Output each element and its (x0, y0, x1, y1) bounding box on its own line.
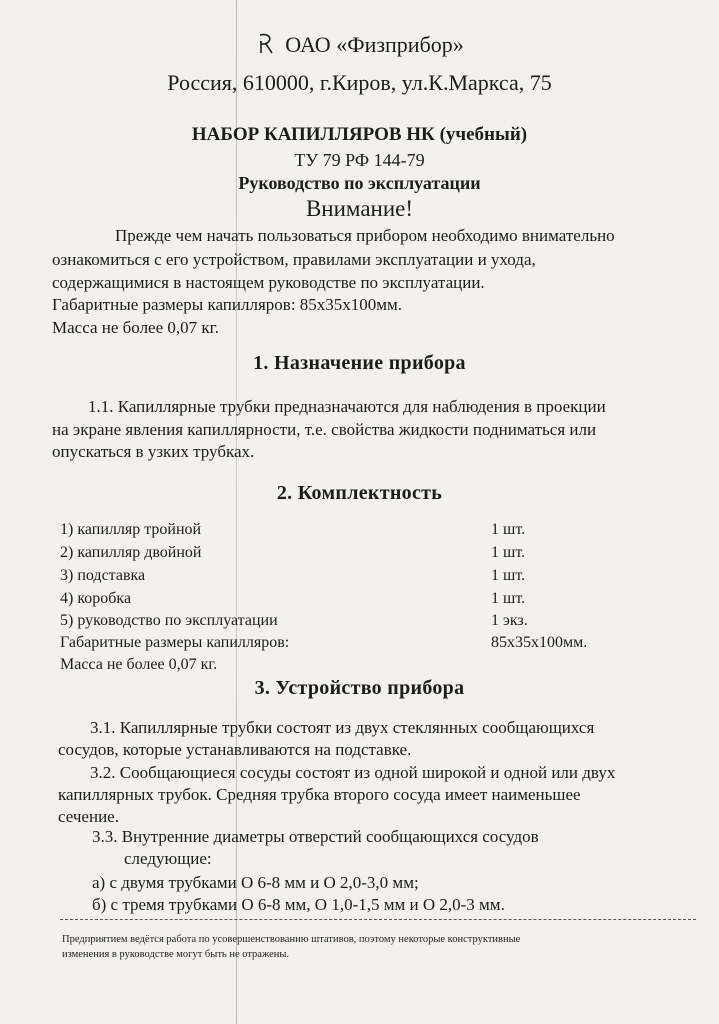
kit-item-qty: 1 шт. (491, 544, 526, 561)
manual-title: Руководство по эксплуатации (238, 173, 481, 193)
kit-item-qty: 1 шт. (491, 521, 526, 538)
company-logo-icon (255, 32, 277, 56)
kit-item-qty: 1 шт. (491, 567, 526, 584)
kit-item-qty: 85х35х100мм. (491, 634, 588, 651)
section-heading: 1. Назначение прибора (253, 352, 466, 374)
tu-code: ТУ 79 РФ 144-79 (294, 150, 425, 170)
kit-item-name: Габаритные размеры капилляров: (60, 634, 290, 651)
company-line (0, 32, 719, 58)
intro-line: содержащимися в настоящем руководстве по эксплуатации. (52, 273, 485, 292)
section3-line: сечение. (58, 807, 119, 826)
intro-line: Габаритные размеры капилляров: 85х35х100мм. (52, 295, 403, 314)
section3-line: 3.1. Капиллярные трубки состоят из двух стеклянных сообщающихся (90, 718, 595, 737)
company-name: ОАО «Физприбор» (285, 32, 464, 57)
footnote-divider (60, 919, 696, 920)
section1-line: на экране явления капиллярности, т.е. свойства жидкости подниматься или (52, 420, 597, 439)
section1-line: опускаться в узких трубках. (52, 442, 255, 461)
intro-line: Прежде чем начать пользоваться прибором необходимо внимательно (115, 226, 615, 245)
company-address: Россия, 610000, г.Киров, ул.К.Маркса, 75 (167, 70, 552, 95)
kit-item-qty: 1 экз. (491, 612, 528, 629)
section3-line: сосудов, которые устанавливаются на подставке. (58, 740, 412, 759)
section3-line: капиллярных трубок. Средняя трубка второго сосуда имеет наименьшее (58, 785, 581, 804)
section3-line: 3.3. Внутренние диаметры отверстий сообщающихся сосудов (92, 827, 539, 846)
kit-mass: Масса не более 0,07 кг. (60, 656, 218, 673)
footnote-line: изменения в руководстве могут быть не отражены. (62, 949, 290, 960)
product-title: НАБОР КАПИЛЛЯРОВ НК (учебный) (191, 124, 528, 145)
section1-line: 1.1. Капиллярные трубки предназначаются для наблюдения в проекции (88, 397, 606, 416)
kit-item-qty: 1 шт. (491, 590, 526, 607)
section-heading: 3. Устройство прибора (254, 677, 465, 699)
section3-line: 3.2. Сообщающиеся сосуды состоят из одной широкой и одной или двух (90, 763, 616, 782)
section3-line: а) с двумя трубками О 6-8 мм и О 2,0-3,0 мм; (92, 873, 419, 892)
intro-line: Масса не более 0,07 кг. (52, 318, 219, 337)
kit-item-name: 2) капилляр двойной (60, 544, 202, 561)
kit-item-name: 4) коробка (60, 590, 132, 607)
footnote-line: Предприятием ведётся работа по усовершенствованию штативов, поэтому некоторые конструктивные (62, 934, 521, 945)
section3-line: б) с тремя трубками О 6-8 мм, О 1,0-1,5 мм и О 2,0-3 мм. (92, 895, 505, 914)
section-heading: 2. Комплектность (276, 482, 443, 504)
kit-item-name: 1) капилляр тройной (60, 521, 202, 538)
section3-line: следующие: (124, 849, 212, 868)
attention-heading: Внимание! (305, 196, 414, 221)
kit-item-name: 5) руководство по эксплуатации (60, 612, 278, 629)
intro-line: ознакомиться с его устройством, правилами эксплуатации и ухода, (52, 250, 536, 269)
kit-item-name: 3) подставка (60, 567, 146, 584)
